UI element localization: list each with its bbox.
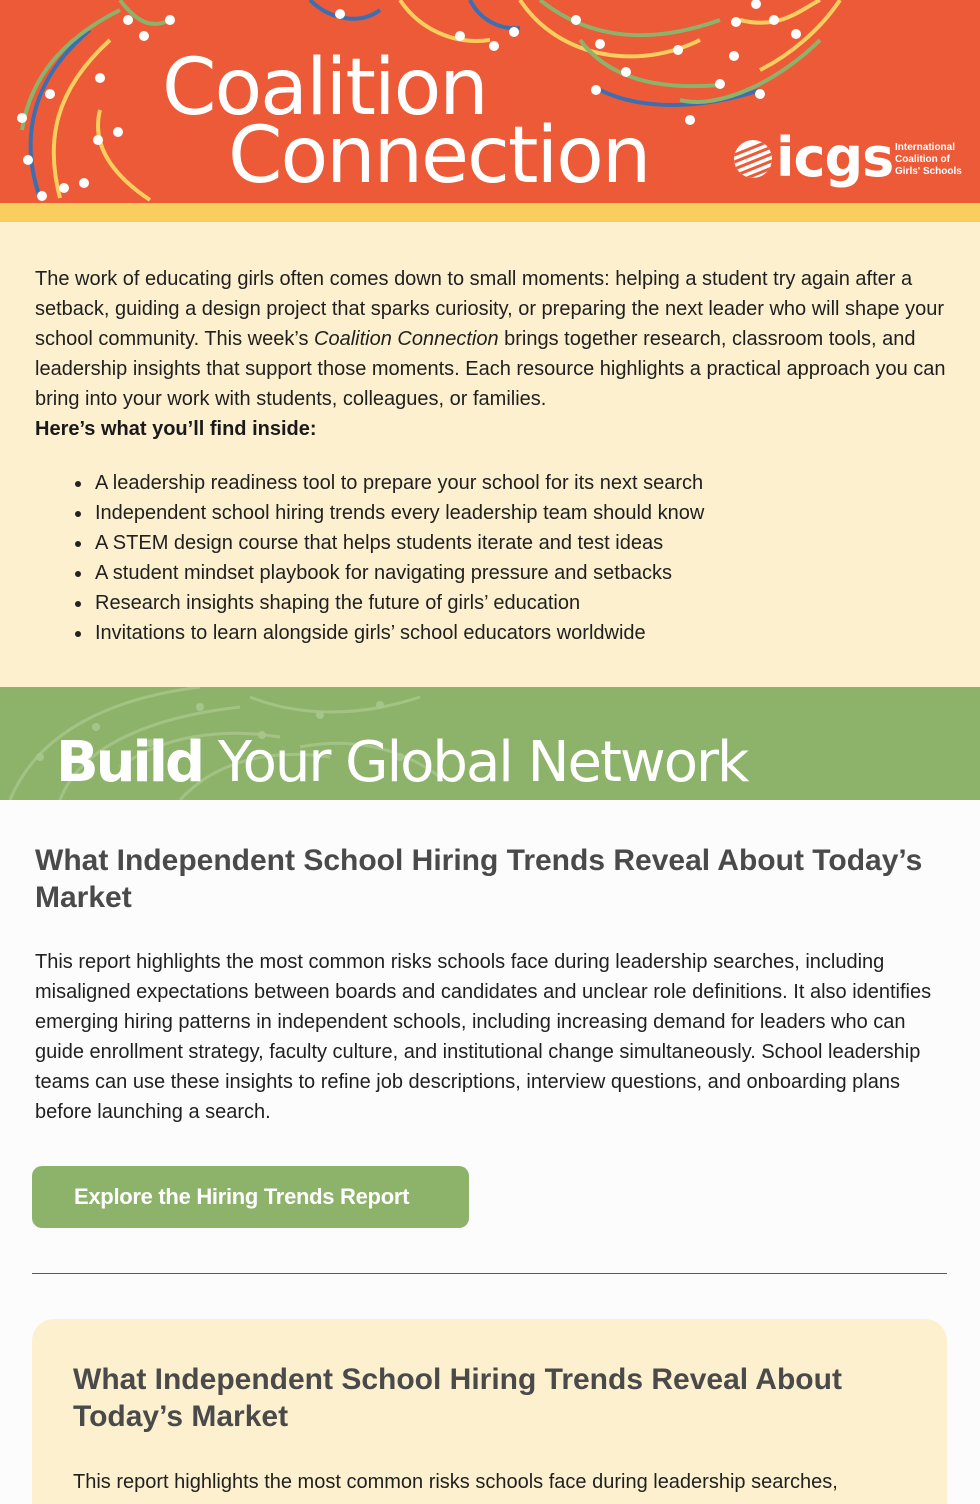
header-banner <box>0 0 980 205</box>
article-heading: What Independent School Hiring Trends Reveal About Today’s Market <box>35 844 923 914</box>
list-item: A leadership readiness tool to prepare your school for its next search <box>72 468 704 498</box>
list-item: Independent school hiring trends every leadership team should know <box>72 498 704 528</box>
hiring-trends-report-button[interactable]: Explore the Hiring Trends Report <box>32 1166 469 1228</box>
logo-subtitle-line: International <box>895 142 956 153</box>
highlights-list <box>72 468 704 648</box>
list-item: Research insights shaping the future of girls’ education <box>72 588 704 618</box>
card-heading: What Independent School Hiring Trends Reveal About Today’s Market <box>73 1363 842 1433</box>
section-title <box>56 731 747 795</box>
icgs-logo[interactable] <box>734 126 969 192</box>
list-item: A STEM design course that helps students iterate and test ideas <box>72 528 704 558</box>
section-divider <box>32 1273 947 1274</box>
title-line-2: Connection <box>228 111 650 201</box>
logo-subtitle <box>895 142 975 178</box>
intro-paragraph <box>35 264 950 414</box>
logo-wordmark: icgs <box>776 126 894 189</box>
title-line-1: Coalition <box>162 43 487 133</box>
logo-subtitle-line: Coalition of <box>895 154 950 165</box>
logo-subtitle-line: Girls' Schools <box>895 166 962 177</box>
article-body: This report highlights the most common risks schools face during leadership searches, including misaligned expectations between boards and candidates and unclear role definitions. It also identifies emerging hiring patterns in independent schools, including increasing demand for leaders who can guide enrollment strategy, faculty culture, and institutional change simultaneously. School leadership teams can use these insights to refine job descriptions, interview questions, and onboarding plans before launching a search. <box>35 951 932 1123</box>
intro-text-part: brings together research, classroom tools, and leadership insights that support those moments. Each resource highlights a practical approach you can bring into your work with students, colleagues, or families. <box>35 328 946 410</box>
intro-text-part: The work of educating girls often comes down to small moments: helping a student try again after a setback, guiding a design project that sparks curiosity, or preparing the next leader who will shape your school community. This week’s <box>35 268 945 350</box>
section-title-bold: Build <box>56 730 203 795</box>
globe-icon <box>734 140 772 178</box>
intro-lead: Here’s what you’ll find inside: <box>35 418 317 440</box>
section-banner <box>0 687 980 800</box>
article-card <box>32 1319 947 1504</box>
list-item: A student mindset playbook for navigating pressure and setbacks <box>72 558 704 588</box>
intro-section <box>0 222 980 687</box>
intro-emphasis: Coalition Connection <box>314 328 499 350</box>
card-body: This report highlights the most common risks schools face during leadership searches, <box>73 1471 838 1493</box>
header-divider-strip <box>0 203 980 222</box>
list-item: Invitations to learn alongside girls’ school educators worldwide <box>72 618 704 648</box>
section-title-rest: Your Global Network <box>202 730 748 795</box>
